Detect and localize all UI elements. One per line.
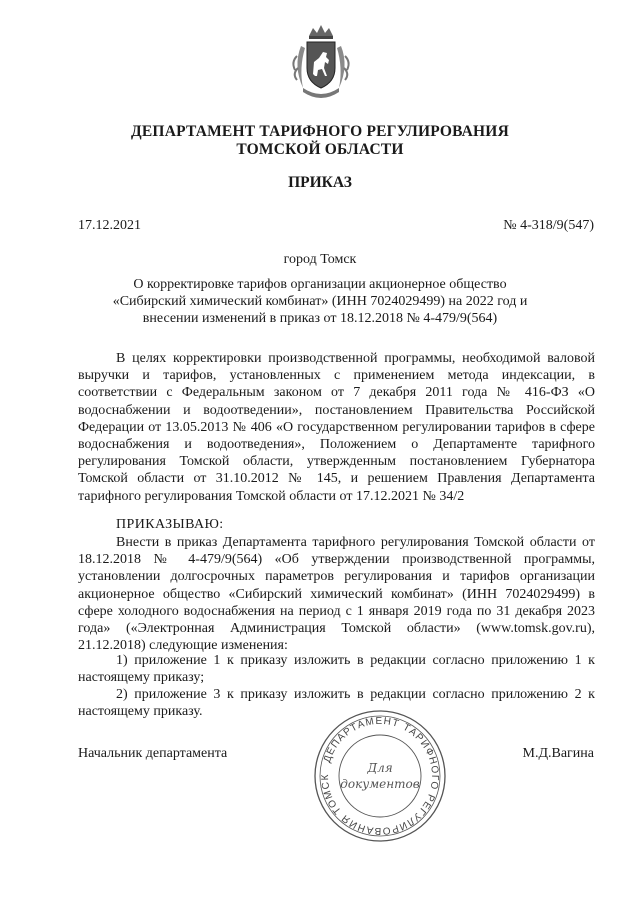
main-clause-paragraph: Внести в приказ Департамента тарифного регулирования Томской области от 18.12.2018 № 4-479/9(564) «Об утверждении производственной программы, установлении долгосрочных параметров регулирования и тарифов организации акционерное общество «Сибирский химический комбинат» (ИНН 7024029499) в сфере холодного водоснабжения на период с 1 января 2019 года по 31 декабря 2023 года» («Электронная Администрация Томской области» (www.tomsk.gov.ru), 21.12.2018) следующие изменения: <box>78 535 595 654</box>
stamp-center-line1: Для <box>367 761 393 775</box>
orders-word: ПРИКАЗЫВАЮ: <box>116 517 224 532</box>
signer-position: Начальник департамента <box>78 746 228 761</box>
amendment-item-1: 1) приложение 1 к приказу изложить в редакции согласно приложению 1 к настоящему приказу; <box>78 653 595 686</box>
official-stamp <box>312 708 448 844</box>
signer-name: М.Д.Вагина <box>522 746 594 761</box>
order-number: № 4-318/9(547) <box>503 218 594 233</box>
order-subject: О корректировке тарифов организации акционерное общество «Сибирский химический комбинат» (ИНН 7024029499) на 2022 год и внесении изменений в приказ от 18.12.2018 № 4-479/9(564) <box>112 277 528 326</box>
amendment-item-2: 2) приложение 3 к приказу изложить в редакции согласно приложению 2 к настоящему приказу. <box>78 687 595 720</box>
stamp-center-line2: документов <box>340 777 420 791</box>
order-date: 17.12.2021 <box>78 218 141 233</box>
department-name-line2: ТОМСКОЙ ОБЛАСТИ <box>236 141 404 158</box>
stamp-ring-text: ДЕПАРТАМЕНТ ТАРИФНОГО РЕГУЛИРОВАНИЯ ТОМСК <box>319 715 441 837</box>
preamble-paragraph: В целях корректировки производственной программы, необходимой валовой выручки и тарифов, установленных с применением метода индексации, в соответствии с Федеральным законом от 7 декабря 2011 года № 416-ФЗ «О водоснабжении и водоотведении», постановлением Правительства Российской Федерации от 13.05.2013 № 406 «О государственном регулировании тарифов в сфере водоснабжения и водоотведения», Положением о Департаменте тарифного регулирования Томской области, утвержденным постановлением Губернатора Томской области от 31.10.2012 № 145, и решением Правления Департамента тарифного регулирования Томской области от 17.12.2021 № 34/2 <box>78 351 595 504</box>
document-type: ПРИКАЗ <box>288 174 352 191</box>
city: город Томск <box>283 252 357 267</box>
department-name-line1: ДЕПАРТАМЕНТ ТАРИФНОГО РЕГУЛИРОВАНИЯ <box>131 123 509 140</box>
coat-of-arms-icon <box>289 22 353 102</box>
